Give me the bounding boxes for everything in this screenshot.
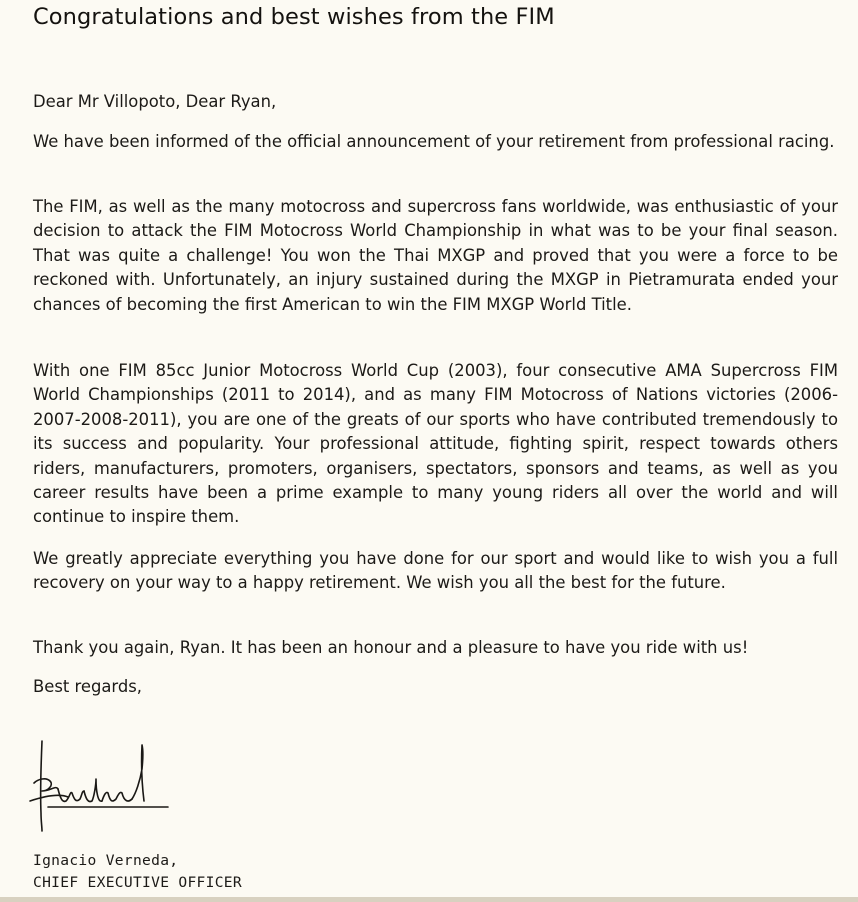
bottom-strip [0, 897, 858, 902]
paragraph-best-wishes: We greatly appreciate everything you have done for our sport and would like to wish you a full recovery on your way to a happy retirement. We wish you all the best for the future. [33, 549, 838, 593]
paragraph-career-achievements: With one FIM 85cc Junior Motocross World Cup (2003), four consecutive AMA Supercross FIM World Championships (2011 to 2014), and as many FIM Motocross of Nations victories (2006-2007-2008-2011), you are one of the greats of our sports who have contributed tremendously to its success and popularity. Your professional attitude, fighting spirit, respect towards others riders, manufacturers, promoters, organisers, spectators, sponsors and teams, as well as you career results have been a prime example to many young riders all over the world and will continue to inspire them. [33, 361, 838, 527]
letter-title: Congratulations and best wishes from the FIM [33, 4, 555, 30]
paragraph-retirement-announcement: We have been informed of the official announcement of your retirement from professional racing. [33, 132, 835, 151]
paragraph-final-season: The FIM, as well as the many motocross and supercross fans worldwide, was enthusiastic of your decision to attack the FIM Motocross World Championship in what was to be your final season. That was quite a challenge! You won the Thai MXGP and proved that you were a force to be reckoned with. Unfortunately, an injury sustained during the MXGP in Pietramurata ended your chances of becoming the first American to win the FIM MXGP World Title. [33, 197, 838, 314]
handwritten-signature [28, 735, 178, 835]
salutation: Dear Mr Villopoto, Dear Ryan, [33, 92, 277, 111]
closing: Best regards, [33, 677, 143, 696]
signer-name: Ignacio Verneda, [33, 852, 179, 869]
signer-title: CHIEF EXECUTIVE OFFICER [33, 874, 242, 891]
paragraph-thank-you: Thank you again, Ryan. It has been an honour and a pleasure to have you ride with us! [33, 638, 749, 657]
